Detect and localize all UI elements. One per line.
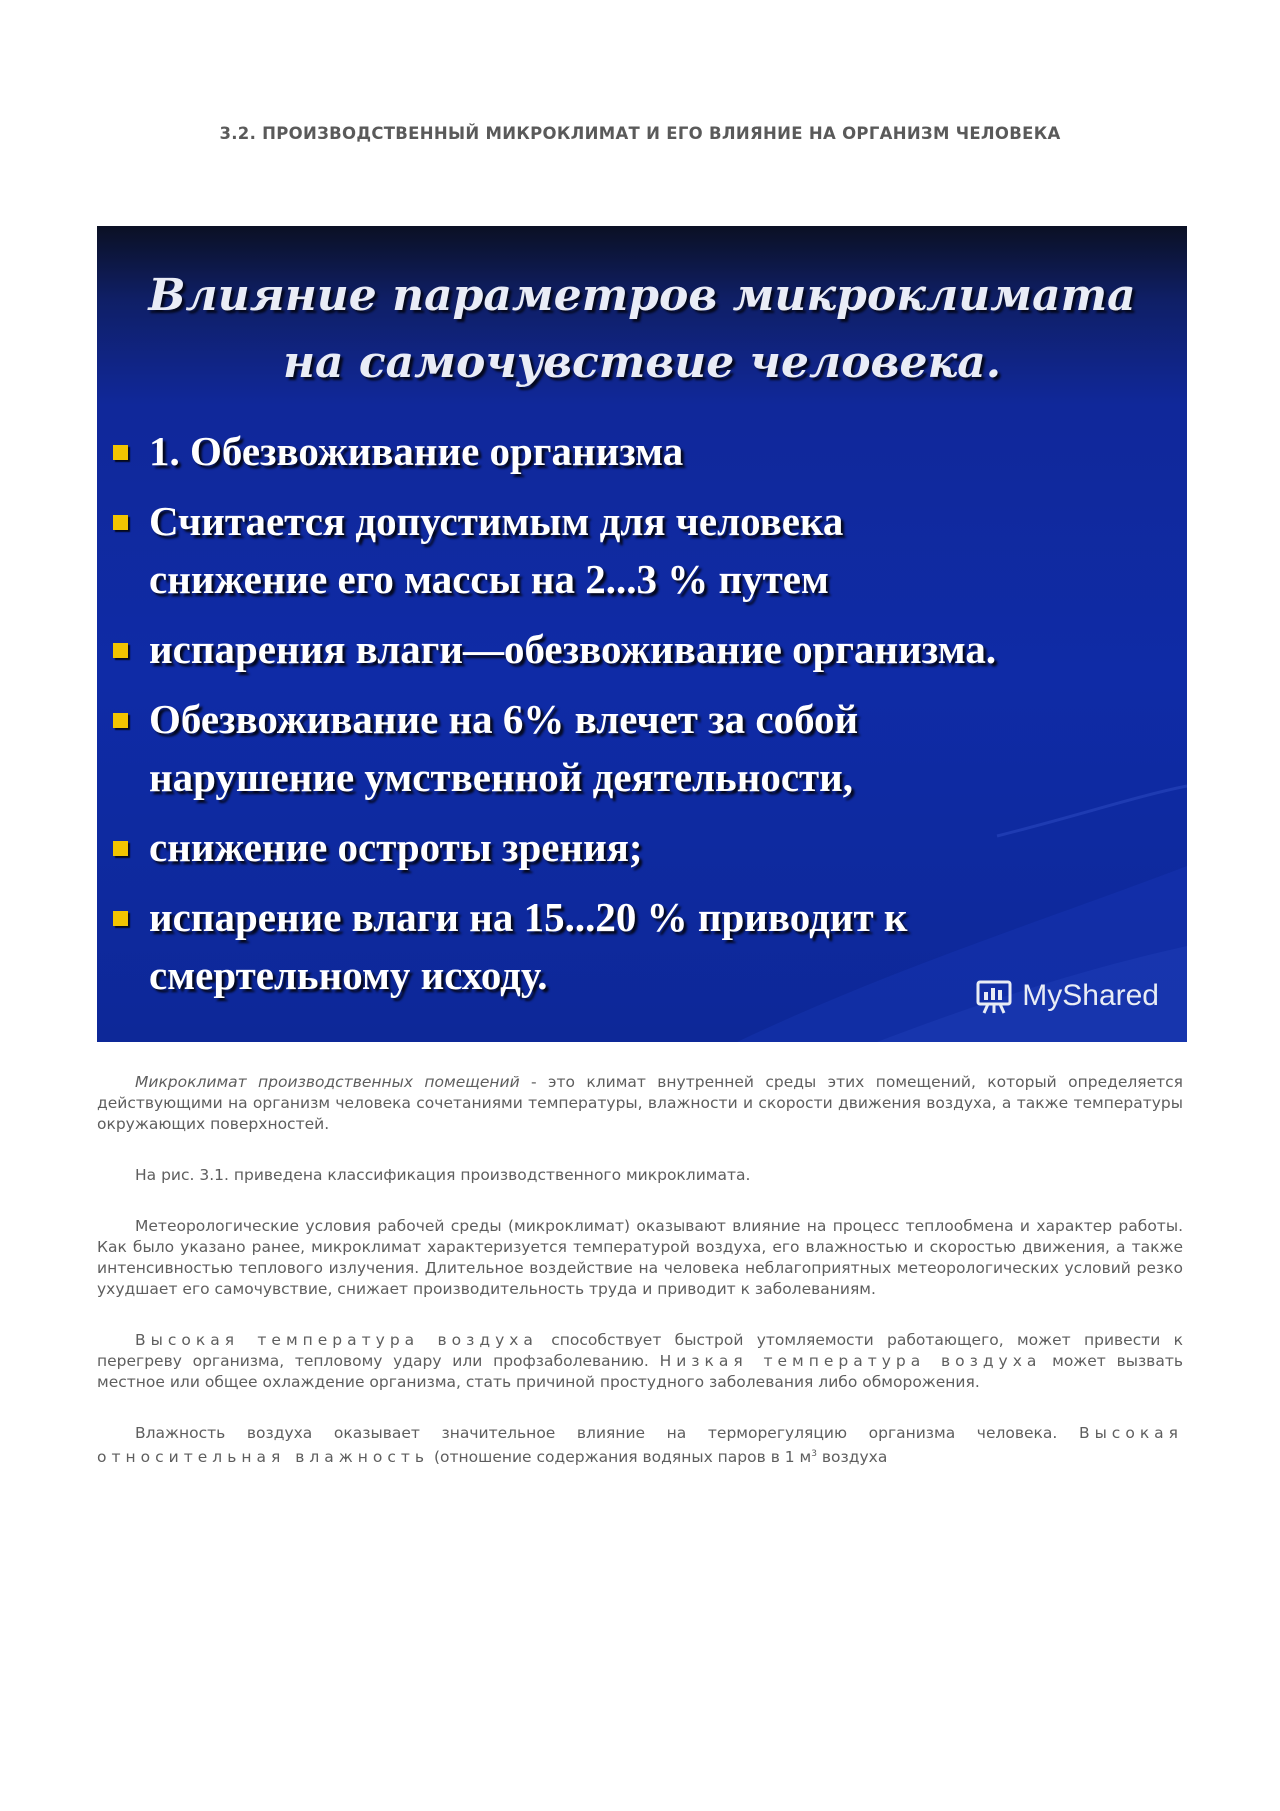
paragraph-text: - это климат внутренней среды этих помещений, который определяется действующими на организм человека сочетаниями температуры, влажности и скорости движения воздуха, а также температуры окружающих поверхностей.	[97, 1073, 1183, 1133]
slide-bullet-text: 1. Обезвоживание организма	[149, 428, 684, 474]
slide-bullet-list	[113, 422, 1173, 1016]
superscript: 3	[811, 1449, 817, 1459]
bullet-square-icon	[113, 643, 128, 658]
paragraph-figure-reference: На рис. 3.1. приведена классификация производственного микроклимата.	[135, 1166, 751, 1184]
paragraph-text: Влажность воздуха оказывает значительное влияние на терморегуляцию организма человека.	[135, 1424, 1079, 1442]
term-low-temperature: Низкая температура воздуха	[659, 1352, 1042, 1370]
slide-bullet	[113, 422, 1173, 480]
page-heading: 3.2. ПРОИЗВОДСТВЕННЫЙ МИКРОКЛИМАТ И ЕГО ВЛИЯНИЕ НА ОРГАНИЗМ ЧЕЛОВЕКА	[219, 124, 1061, 143]
paragraph-meteorological: Метеорологические условия рабочей среды (микроклимат) оказывают влияние на процесс теплообмена и характер работы. Как было указано ранее, микроклимат характеризуется температурой воздуха, его влажностью и скоростью движения, а также интенсивностью теплового излучения. Длительное воздействие на человека неблагоприятных метеорологических условий резко ухудшает его самочувствие, снижает производительность труда и приводит к заболеваниям.	[97, 1217, 1183, 1298]
slide-title	[97, 262, 1187, 396]
paragraph-humidity	[97, 1423, 1183, 1468]
term-microclimate: Микроклимат производственных помещений	[135, 1073, 520, 1091]
slide-bullet-text: снижение остроты зрения;	[149, 824, 643, 870]
slide-bullet-text: Считается допустимым для человека	[149, 498, 844, 544]
bullet-square-icon	[113, 445, 128, 460]
paragraph-text: может вызвать местное или общее охлаждение организма, стать причиной простудного заболевания либо обморожения.	[97, 1352, 1183, 1391]
slide-image	[97, 226, 1187, 1042]
paragraph-text: воздуха	[816, 1448, 888, 1467]
slide-bullet-text: испарение влаги на 15...20 % приводит к	[149, 894, 908, 940]
paragraph-text: (отношение содержания водяных паров в 1 м	[429, 1448, 812, 1467]
slide-bullet	[113, 620, 1173, 678]
article-body	[97, 1072, 1183, 1498]
bullet-square-icon	[113, 841, 128, 856]
slide-bullet-text: смертельному исходу.	[149, 952, 548, 998]
bullet-square-icon	[113, 911, 128, 926]
watermark-label: MyShared	[1022, 979, 1159, 1012]
slide-bullet-text: испарения влаги—обезвоживание организма.	[149, 626, 997, 672]
term-high-humidity: Высокая относительная влажность	[97, 1424, 1183, 1467]
term-high-temperature: Высокая температура воздуха	[135, 1331, 538, 1349]
slide-bullet	[113, 818, 1173, 876]
paragraph-definition	[97, 1072, 1183, 1135]
slide-bullet	[113, 492, 1173, 608]
slide-title-line-2: на самочувствие человека.	[282, 337, 1002, 388]
slide-bullet	[113, 690, 1173, 806]
slide-bullet-text: Обезвоживание на 6% влечет за собой	[149, 696, 859, 742]
bullet-square-icon	[113, 713, 128, 728]
paragraph-temperature	[97, 1330, 1183, 1393]
myshared-watermark	[974, 976, 1159, 1016]
slide-bullet-text: снижение его массы на 2...3 % путем	[149, 556, 829, 602]
slide-bullet-text: нарушение умственной деятельности,	[149, 754, 854, 800]
slide-title-line-1: Влияние параметров микроклимата	[148, 270, 1136, 321]
bullet-square-icon	[113, 515, 128, 530]
paragraph-text: способствует быстрой утомляемости работающего, может привести к перегреву организма, тепловому удару или профзаболеванию.	[97, 1331, 1183, 1370]
presentation-board-icon	[974, 976, 1014, 1016]
